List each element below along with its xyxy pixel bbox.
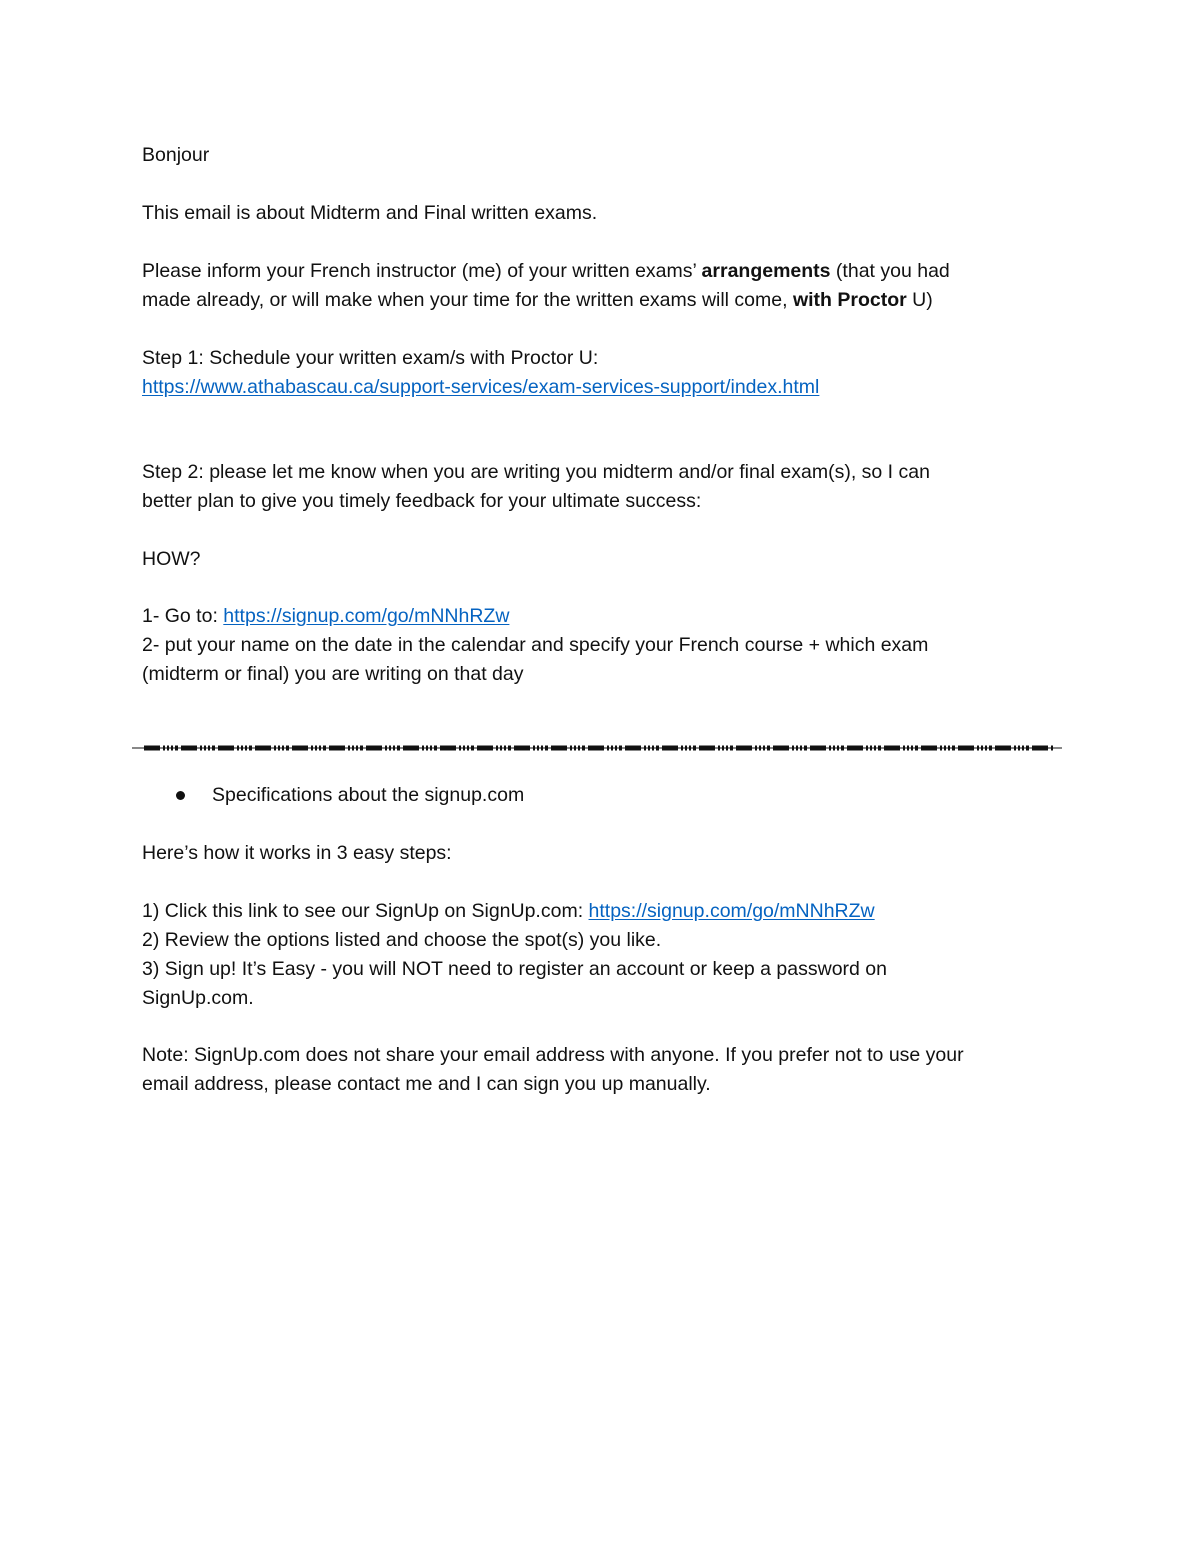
greeting: Bonjour (142, 144, 210, 166)
intro-paragraph: This email is about Midterm and Final written exams. (142, 202, 598, 224)
signup-link[interactable]: https://signup.com/go/mNNhRZw (223, 605, 510, 627)
step2-paragraph: Step 2: please let me know when you are writing you midterm and/or final exam(s), so I can better plan to give you timely feedback for your ultimate success: (142, 461, 930, 512)
how-heading: HOW? (142, 548, 201, 570)
note-paragraph: Note: SignUp.com does not share your email address with anyone. If you prefer not to use your email address, please contact me and I can sign you up manually. (142, 1044, 964, 1095)
inform-line-2: made already, or will make when your time for the written exams will come, with Proctor U) (142, 289, 933, 311)
step1-paragraph: Step 1: Schedule your written exam/s with Proctor U: https://www.athabascau.ca/support-services/exam-services-support/index.html (142, 347, 820, 398)
inform-line-1: Please inform your French instructor (me) of your written exams’ arrangements (that you had (142, 260, 950, 282)
inform-paragraph (142, 257, 1062, 315)
signup-link-2[interactable]: https://signup.com/go/mNNhRZw (588, 900, 875, 922)
document-page: Bonjour This email is about Midterm and Final written exams. Please inform your French instructor (me) of your written exams’ arrangements (that you had made already, or will make when your time for the written exams will come, with Proctor U) Step 1: Schedule your written exam/s with Proctor U: https://www.athabascau.ca/support-services/exam-services-support/index.html Step 2: please let me know when you are writing you midterm and/or final exam(s), so I can better plan to give you timely feedback for your ultimate success: HOW? 1- Go to: https://signup.com/go/mNNhRZw 2- put your name on the date in the calendar and specify your French course + which exam (midterm or final) you are writing on that day Specifications about the signup.com Here’s how it works in 3 easy steps: 1) Click this link to see our SignUp on SignUp.com: https://signup.com/go/mNNhRZw 2) Review the options listed and choose the spot(s) you like. 3) Sign up! It’s Easy - you will NOT need to register an account or keep a password on SignUp.com. Note: SignUp.com does not share your email address with anyone. If you prefer not to use your email address, please contact me and I can sign you up manually. (0, 0, 1200, 1553)
bullet-icon (176, 791, 185, 800)
exam-services-link[interactable]: https://www.athabascau.ca/support-services/exam-services-support/index.html (142, 376, 820, 398)
how-steps: 1- Go to: https://signup.com/go/mNNhRZw 2- put your name on the date in the calendar and specify your French course + which exam (midterm or final) you are writing on that day (142, 605, 929, 685)
easy-steps: 1) Click this link to see our SignUp on SignUp.com: https://signup.com/go/mNNhRZw 2) Review the options listed and choose the spot(s) you like. 3) Sign up! It’s Easy - you will NOT need to register an account or keep a password on SignUp.com. (142, 900, 887, 1009)
how-it-works-heading: Here’s how it works in 3 easy steps: (142, 842, 452, 864)
section-divider (132, 743, 1062, 753)
